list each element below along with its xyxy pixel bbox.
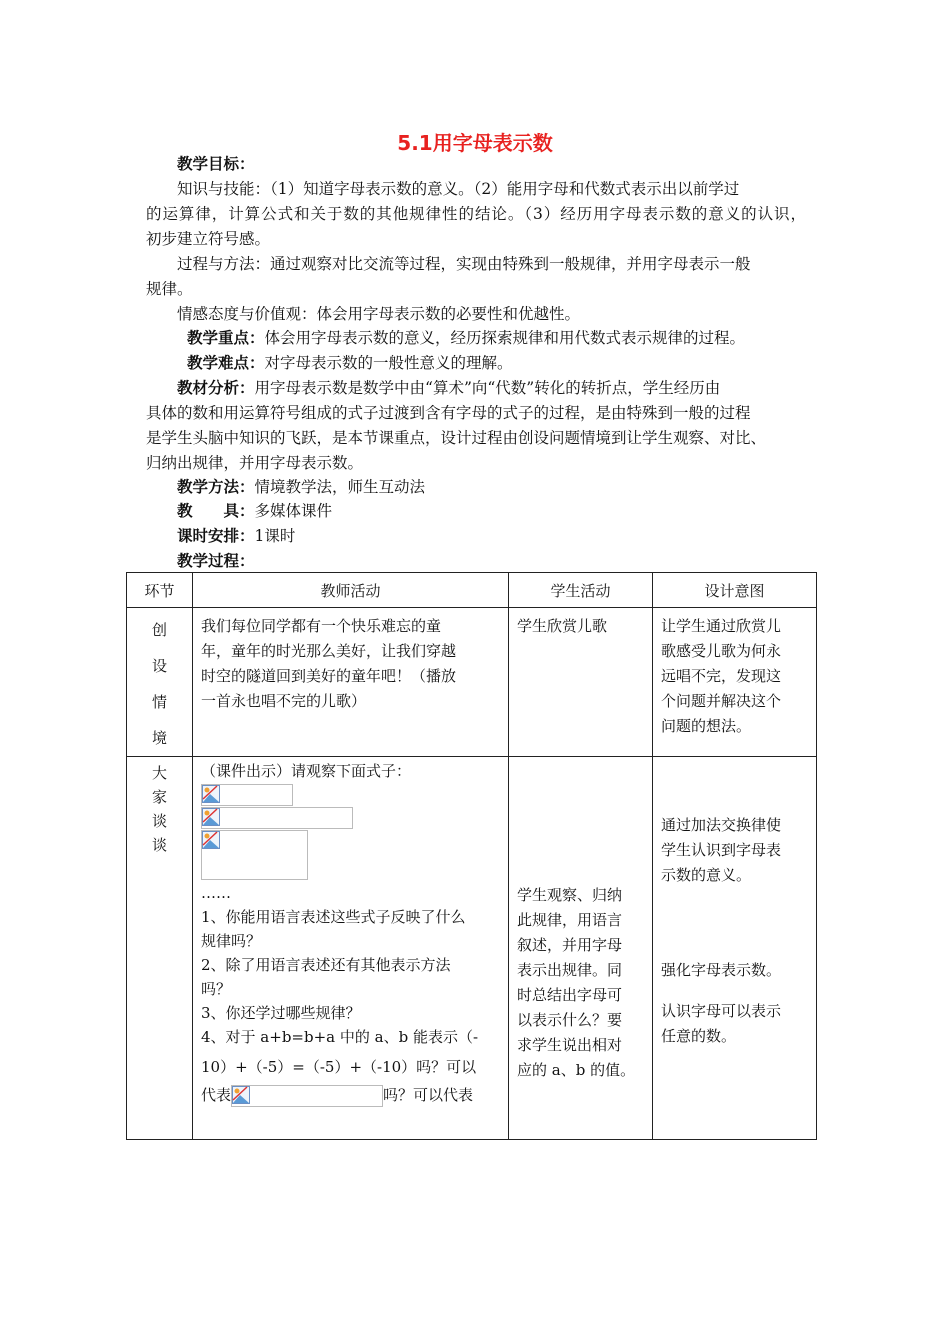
schedule-text: 1课时 <box>254 527 296 545</box>
question-4-text: 代表 <box>201 1086 232 1104</box>
method-label: 教学方法： <box>177 477 255 496</box>
schedule-label: 课时安排： <box>177 526 255 545</box>
teacher-text-line: 我们每位同学都有一个快乐难忘的童 <box>201 617 442 635</box>
table-row <box>127 608 817 757</box>
intent-text-line: 任意的数。 <box>661 1027 737 1045</box>
stage-char: 境 <box>151 729 167 747</box>
goals-heading: 教学目标： <box>177 154 255 173</box>
table-header-row <box>127 573 817 608</box>
question-3: 3、你还学过哪些规律？ <box>201 1004 361 1022</box>
teacher-text-line: （课件出示）请观察下面式子： <box>201 762 412 780</box>
broken-image-icon <box>202 831 220 849</box>
knowledge-line-2: 的运算律，计算公式和关于数的其他规律性的结论。（3）经历用字母表示数的意义的认识， <box>146 205 806 223</box>
emotion-goal: 情感态度与价值观：体会用字母表示数的必要性和优越性。 <box>177 305 581 323</box>
question-1: 1、你能用语言表述这些式子反映了什么 <box>201 908 466 926</box>
formula-image-placeholder <box>201 830 308 880</box>
formula-image-placeholder <box>201 807 353 829</box>
tools <box>177 501 332 521</box>
student-text-line: 学生欣赏儿歌 <box>517 617 608 635</box>
analysis-label: 教材分析： <box>177 378 255 397</box>
teacher-text-line: 年，童年的时光那么美好，让我们穿越 <box>201 642 457 660</box>
teacher-activity-cell <box>193 608 509 757</box>
spacer <box>661 983 808 999</box>
key-point-text: 体会用字母表示数的意义，经历探索规律和用代数式表示规律的过程。 <box>264 329 746 347</box>
intent-text-line: 通过加法交换律使 <box>661 816 782 834</box>
stage-cell <box>127 757 193 1140</box>
teaching-process-table <box>126 572 817 1140</box>
student-text-line: 应的 a、b 的值。 <box>517 1061 636 1079</box>
question-4: 4、对于 a+b=b+a 中的 a、b 能表示（- <box>201 1028 479 1046</box>
stage-char: 大 <box>151 764 167 782</box>
analysis-line-1 <box>177 378 720 398</box>
header-student-activity: 学生活动 <box>509 573 653 608</box>
method <box>177 477 425 497</box>
table-row <box>127 757 817 1140</box>
process-line-1: 过程与方法：通过观察对比交流等过程，实现由特殊到一般规律，并用字母表示一般 <box>177 255 751 273</box>
intent-text-line: 让学生通过欣赏儿 <box>661 617 782 635</box>
header-teacher-activity: 教师活动 <box>193 573 509 608</box>
design-intent-cell <box>653 608 817 757</box>
student-text-line: 表示出规律。同 <box>517 961 623 979</box>
student-text-line: 学生观察、归纳 <box>517 886 623 904</box>
difficulty-text: 对字母表示数的一般性意义的理解。 <box>264 354 513 372</box>
student-text-line: 时总结出字母可 <box>517 986 623 1004</box>
stage-char: 情 <box>151 693 167 711</box>
student-text-line: 叙述，并用字母 <box>517 936 623 954</box>
teacher-text-line: 一首永也唱不完的儿歌） <box>201 692 367 710</box>
stage-char: 谈 <box>151 836 167 854</box>
question-2-cont: 吗？ <box>201 980 232 998</box>
student-activity-cell <box>509 757 653 1140</box>
stage-char: 家 <box>151 788 167 806</box>
method-text: 情境教学法，师生互动法 <box>254 478 426 496</box>
question-2: 2、除了用语言表述还有其他表示方法 <box>201 956 451 974</box>
process-line-2: 规律。 <box>146 280 193 298</box>
design-intent-cell <box>653 757 817 1140</box>
broken-image-icon <box>202 808 220 826</box>
question-1-cont: 规律吗？ <box>201 932 262 950</box>
analysis-text-1: 用字母表示数是数学中由“算术”向“代数”转化的转折点，学生经历由 <box>254 379 721 397</box>
stage-char: 谈 <box>151 812 167 830</box>
student-text-line: 此规律，用语言 <box>517 911 623 929</box>
student-activity-cell <box>509 608 653 757</box>
analysis-line-3: 是学生头脑中知识的飞跃，是本节课重点，设计过程由创设问题情境到让学生观察、对比、 <box>146 429 767 447</box>
analysis-line-4: 归纳出规律，并用字母表示数。 <box>146 454 364 472</box>
teacher-text-line: 时空的隧道回到美好的童年吧！（播放 <box>201 667 457 685</box>
stage-char: 创 <box>151 621 167 639</box>
question-4-line-3 <box>201 1083 500 1107</box>
key-point-label: 教学重点： <box>187 328 265 347</box>
question-4-text: 吗？可以代表 <box>383 1086 474 1104</box>
formula-image-placeholder <box>231 1085 383 1107</box>
intent-text-line: 远唱不完，发现这 <box>661 667 782 685</box>
process-heading: 教学过程： <box>177 551 255 570</box>
stage-cell <box>127 608 193 757</box>
intent-text-line: 个问题并解决这个 <box>661 692 782 710</box>
key-point <box>187 328 745 348</box>
intent-text-line: 歌感受儿歌为何永 <box>661 642 782 660</box>
intent-text-line: 强化字母表示数。 <box>661 961 782 979</box>
intent-text-line: 学生认识到字母表 <box>661 841 782 859</box>
knowledge-line-1: 知识与技能：（1）知道字母表示数的意义。（2）能用字母和代数式表示出以前学过 <box>177 180 740 198</box>
spacer <box>661 888 808 958</box>
intent-text-line: 认识字母可以表示 <box>661 1002 782 1020</box>
student-text-line: 以表示什么？要 <box>517 1011 623 1029</box>
formula-image-placeholder <box>201 784 293 806</box>
intent-text-line: 问题的想法。 <box>661 717 752 735</box>
broken-image-icon <box>202 785 220 803</box>
stage-char: 设 <box>151 657 167 675</box>
student-text-line: 求学生说出相对 <box>517 1036 623 1054</box>
knowledge-line-3: 初步建立符号感。 <box>146 230 271 248</box>
analysis-line-2: 具体的数和用运算符号组成的式子过渡到含有字母的式子的过程，是由特殊到一般的过程 <box>146 404 751 422</box>
intent-text-line: 示数的意义。 <box>661 866 752 884</box>
difficulty <box>187 353 513 373</box>
header-design-intent: 设计意图 <box>653 573 817 608</box>
ellipsis: …… <box>201 884 231 902</box>
difficulty-label: 教学难点： <box>187 353 265 372</box>
tools-label: 教 具： <box>177 501 255 520</box>
tools-text: 多媒体课件 <box>254 502 333 520</box>
broken-image-icon <box>232 1086 250 1104</box>
header-stage: 环节 <box>127 573 193 608</box>
schedule <box>177 526 295 546</box>
teacher-activity-cell <box>193 757 509 1140</box>
document-title: 5.1用字母表示数 <box>397 131 553 155</box>
question-4-cont: 10）+（-5）=（-5）+（-10）吗？可以 <box>201 1058 477 1076</box>
